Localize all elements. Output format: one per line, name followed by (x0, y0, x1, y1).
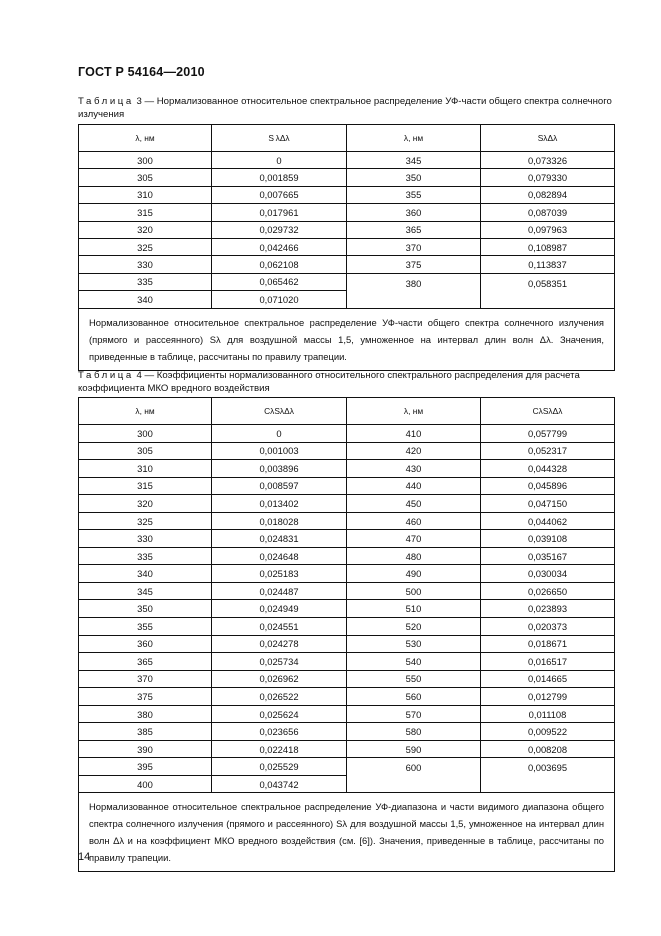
table4-row (79, 547, 615, 565)
table4-row (79, 653, 615, 671)
table3-cell: 325 (79, 238, 212, 255)
table4-cell: 540 (347, 653, 481, 671)
table4-cell: 0,001003 (212, 442, 347, 460)
table4-cell: 0,026650 (481, 582, 615, 600)
table4-row (79, 530, 615, 548)
table4-cell: 325 (79, 512, 212, 530)
table4-row (79, 618, 615, 636)
table4-cell: 470 (347, 530, 481, 548)
table4-row (79, 600, 615, 618)
table4-cell: 580 (347, 723, 481, 741)
table3-header-row (79, 125, 615, 152)
table4-cell: 0,024949 (212, 600, 347, 618)
table3-row (79, 238, 615, 255)
table4-cell: 0,012799 (481, 688, 615, 706)
table4-cell: 440 (347, 477, 481, 495)
table4-header-lambda-2: λ, нм (347, 398, 481, 425)
table4-header-row (79, 398, 615, 425)
table4-cell: 0,047150 (481, 495, 615, 513)
table3-cell: 320 (79, 221, 212, 238)
table4-cell: 0,024551 (212, 618, 347, 636)
table4-row (79, 723, 615, 741)
page-number: 14 (78, 851, 91, 863)
table4-cell: 0 (212, 425, 347, 443)
table3-cell: 0,017961 (212, 204, 347, 221)
table3-cell: 370 (347, 238, 481, 255)
table4-cell: 600 (347, 758, 481, 793)
table4-cell: 570 (347, 705, 481, 723)
table4-header-value-1: CλSλΔλ (212, 398, 347, 425)
table4-cell: 0,026522 (212, 688, 347, 706)
table4-row (79, 670, 615, 688)
table4-cell: 520 (347, 618, 481, 636)
table4-cell: 560 (347, 688, 481, 706)
table3-cell: 0,058351 (481, 273, 615, 308)
table4-cell: 0,044328 (481, 460, 615, 478)
table3-cell: 365 (347, 221, 481, 238)
table3-note: Нормализованное относительное спектральное распределение УФ-части общего спектра солнечного излучения (прямого и рассеянного) Sλ для воздушной массы 1,5, умноженное на интервал длин волн Δλ. Значения, приведенные в таблице, рассчитаны по правилу трапеции. (79, 308, 615, 370)
table3-row (79, 256, 615, 273)
table4-header-lambda-1: λ, нм (79, 398, 212, 425)
table4-cell: 0,018028 (212, 512, 347, 530)
table3-row (79, 186, 615, 203)
table4-caption-label: Таблица (78, 370, 134, 381)
table4-row (79, 582, 615, 600)
table3-cell: 310 (79, 186, 212, 203)
table4-cell: 340 (79, 565, 212, 583)
table3-caption-label: Таблица (78, 96, 134, 107)
table3-cell: 0,079330 (481, 169, 615, 186)
table4-cell: 345 (79, 582, 212, 600)
table4-cell: 365 (79, 653, 212, 671)
table3-cell: 0,042466 (212, 238, 347, 255)
table3-row (79, 152, 615, 169)
table4-header-value-2: CλSλΔλ (481, 398, 615, 425)
table4-cell: 430 (347, 460, 481, 478)
table4-note-row (79, 793, 615, 872)
table3-cell: 350 (347, 169, 481, 186)
table4-cell: 0,024278 (212, 635, 347, 653)
table4-cell: 460 (347, 512, 481, 530)
table4-row (79, 442, 615, 460)
table4-cell: 315 (79, 477, 212, 495)
table3-caption (78, 95, 614, 121)
table4-cell: 410 (347, 425, 481, 443)
table4-cell: 0,011108 (481, 705, 615, 723)
table4-cell: 310 (79, 460, 212, 478)
table3-cell: 0,082894 (481, 186, 615, 203)
table3-cell: 0,097963 (481, 221, 615, 238)
table4-cell: 390 (79, 740, 212, 758)
table3-row (79, 273, 615, 290)
table4-cell: 0,044062 (481, 512, 615, 530)
table3-cell: 315 (79, 204, 212, 221)
table3-cell: 0,071020 (212, 291, 347, 308)
table4-cell: 0,009522 (481, 723, 615, 741)
table4-cell: 0,025734 (212, 653, 347, 671)
table4-cell: 0,014665 (481, 670, 615, 688)
table3-cell: 355 (347, 186, 481, 203)
table3-cell: 0,001859 (212, 169, 347, 186)
table3-cell: 0,007665 (212, 186, 347, 203)
table4-cell: 0,020373 (481, 618, 615, 636)
table3-row (79, 169, 615, 186)
table3-cell: 335 (79, 273, 212, 290)
table3-cell: 360 (347, 204, 481, 221)
table3-cell: 375 (347, 256, 481, 273)
table4-cell: 0,003695 (481, 758, 615, 793)
table4-cell: 590 (347, 740, 481, 758)
table3-cell: 380 (347, 273, 481, 308)
table4-caption-text: 4 — Коэффициенты нормализованного относительного спектрального распределения для расчета коэффициента МКО вредного воздействия (78, 370, 580, 394)
table4-cell: 335 (79, 547, 212, 565)
table4-cell: 300 (79, 425, 212, 443)
table3-row (79, 221, 615, 238)
table3-cell: 0 (212, 152, 347, 169)
table4-cell: 530 (347, 635, 481, 653)
table4-cell: 0,025183 (212, 565, 347, 583)
table4-cell: 320 (79, 495, 212, 513)
table4-cell: 0,016517 (481, 653, 615, 671)
table4-cell: 400 (79, 775, 212, 793)
table4-cell: 510 (347, 600, 481, 618)
table4-cell: 0,013402 (212, 495, 347, 513)
table4-cell: 0,008597 (212, 477, 347, 495)
table4-cell: 0,052317 (481, 442, 615, 460)
table4-cell: 360 (79, 635, 212, 653)
table3-header-lambda-2: λ, нм (347, 125, 481, 152)
table4-cell: 450 (347, 495, 481, 513)
table3-note-row (79, 308, 615, 370)
table4-cell: 355 (79, 618, 212, 636)
table4-cell: 0,024831 (212, 530, 347, 548)
table4-cell: 370 (79, 670, 212, 688)
table4-row (79, 512, 615, 530)
table4-cell: 385 (79, 723, 212, 741)
table4-cell: 0,045896 (481, 477, 615, 495)
table3-cell: 300 (79, 152, 212, 169)
table3-cell: 340 (79, 291, 212, 308)
table4-cell: 0,018671 (481, 635, 615, 653)
table3-header-lambda-1: λ, нм (79, 125, 212, 152)
table4-row (79, 460, 615, 478)
table4-cell: 500 (347, 582, 481, 600)
table4-row (79, 740, 615, 758)
document-code: ГОСТ Р 54164—2010 (78, 65, 205, 79)
table3-header-value-2: SλΔλ (481, 125, 615, 152)
table4-cell: 0,003896 (212, 460, 347, 478)
table4-row (79, 705, 615, 723)
table4-cell: 380 (79, 705, 212, 723)
table4-row (79, 495, 615, 513)
table4-row (79, 758, 615, 776)
table4-cell: 0,024648 (212, 547, 347, 565)
table4-row (79, 565, 615, 583)
table3-cell: 305 (79, 169, 212, 186)
table4-cell: 395 (79, 758, 212, 776)
table4-row (79, 635, 615, 653)
table3-cell: 0,073326 (481, 152, 615, 169)
table4-cell: 375 (79, 688, 212, 706)
table4-cell: 330 (79, 530, 212, 548)
table4-cell: 0,022418 (212, 740, 347, 758)
table3-caption-text: 3 — Нормализованное относительное спектральное распределение УФ-части общего спектра солнечного излучения (78, 96, 612, 120)
table3-cell: 0,029732 (212, 221, 347, 238)
table4-cell: 0,035167 (481, 547, 615, 565)
table4-cell: 490 (347, 565, 481, 583)
table3-header-value-1: S λΔλ (212, 125, 347, 152)
table3-cell: 0,065462 (212, 273, 347, 290)
table4-cell: 0,008208 (481, 740, 615, 758)
table4-cell: 0,024487 (212, 582, 347, 600)
table4-cell: 550 (347, 670, 481, 688)
table4-note: Нормализованное относительное спектральное распределение УФ-диапазона и части видимого диапазона общего спектра солнечного излучения (прямого и рассеянного) Sλ для воздушной массы 1,5, умноженное на интервал длин волн Δλ и на коэффициент МКО вредного воздействия (см. [6]). Значения, приведенные в таблице, рассчитаны по правилу трапеции. (79, 793, 615, 872)
table4-cell: 0,025624 (212, 705, 347, 723)
table4 (78, 397, 615, 872)
table4-caption (78, 369, 614, 395)
table3-row (79, 204, 615, 221)
table4-cell: 0,043742 (212, 775, 347, 793)
table4-row (79, 477, 615, 495)
table3 (78, 124, 615, 371)
table4-cell: 0,030034 (481, 565, 615, 583)
table4-cell: 420 (347, 442, 481, 460)
table4-row (79, 425, 615, 443)
table3-cell: 0,087039 (481, 204, 615, 221)
table4-row (79, 688, 615, 706)
table3-cell: 345 (347, 152, 481, 169)
table4-cell: 305 (79, 442, 212, 460)
table3-cell: 0,062108 (212, 256, 347, 273)
table4-cell: 0,057799 (481, 425, 615, 443)
table4-cell: 0,039108 (481, 530, 615, 548)
table3-cell: 0,108987 (481, 238, 615, 255)
table3-cell: 0,113837 (481, 256, 615, 273)
table4-cell: 0,026962 (212, 670, 347, 688)
table4-cell: 0,023893 (481, 600, 615, 618)
table4-cell: 0,023656 (212, 723, 347, 741)
table4-cell: 480 (347, 547, 481, 565)
table3-cell: 330 (79, 256, 212, 273)
table4-cell: 350 (79, 600, 212, 618)
table4-cell: 0,025529 (212, 758, 347, 776)
